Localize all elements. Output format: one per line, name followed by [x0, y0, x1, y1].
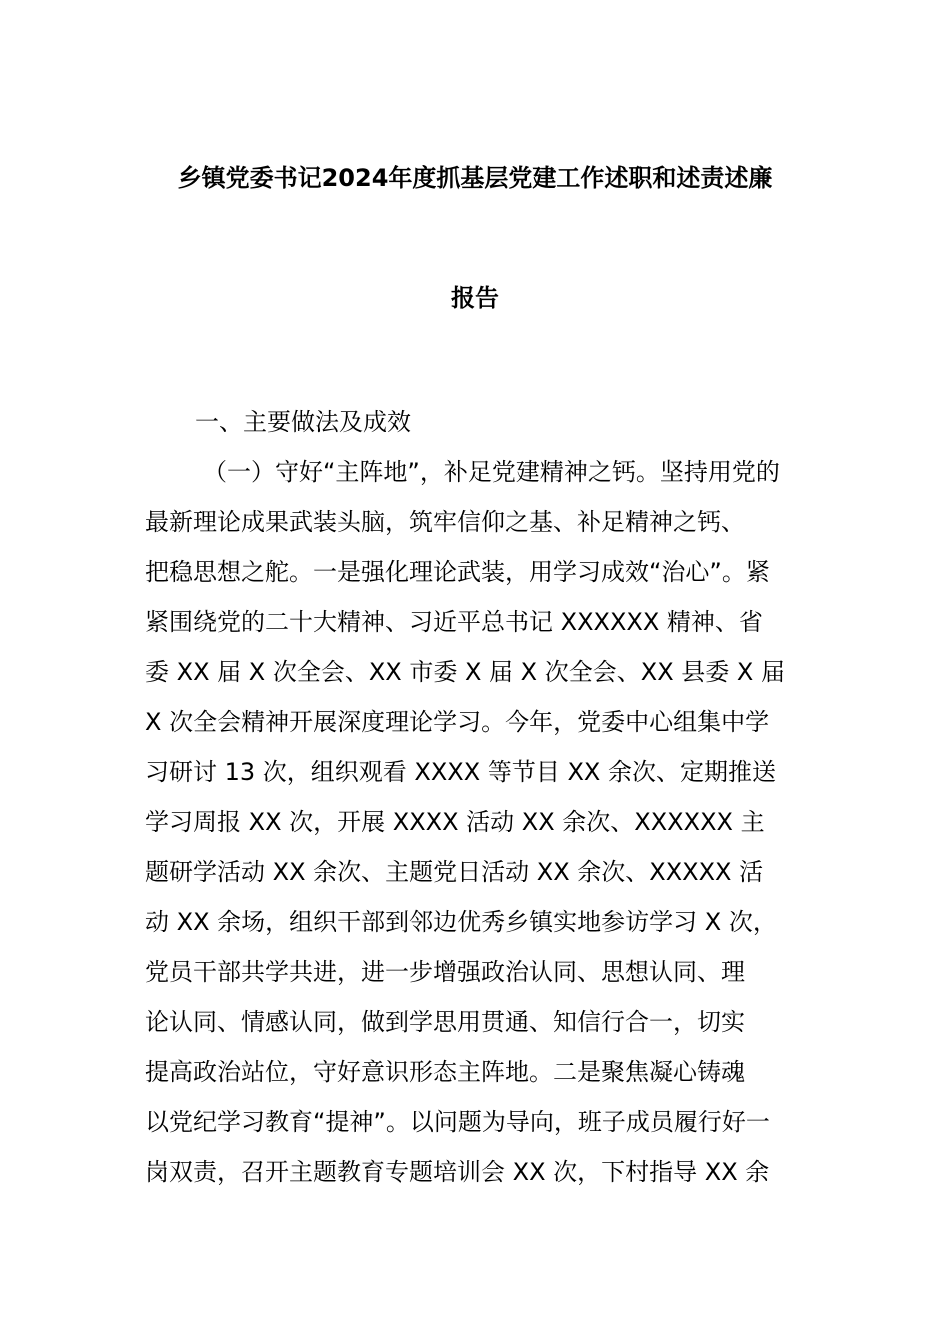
paragraph-line: 动 XX 余场，组织干部到邻边优秀乡镇实地参访学习 X 次，	[145, 908, 777, 936]
paragraph-line: 紧围绕党的二十大精神、习近平总书记 XXXXXX 精神、省	[145, 608, 763, 636]
paragraph-line: 把稳思想之舵。一是强化理论武装，用学习成效“治心”。紧	[145, 558, 770, 586]
paragraph-line: X 次全会精神开展深度理论学习。今年，党委中心组集中学	[145, 708, 770, 736]
paragraph-line: 提高政治站位，守好意识形态主阵地。二是聚焦凝心铸魂	[145, 1058, 745, 1086]
paragraph-line: （一）守好“主阵地”，补足党建精神之钙。坚持用党的	[203, 458, 780, 486]
paragraph-line: 论认同、情感认同，做到学思用贯通、知信行合一，切实	[145, 1008, 745, 1036]
paragraph-line: 岗双责，召开主题教育专题培训会 XX 次，下村指导 XX 余	[145, 1158, 770, 1186]
paragraph-line: 学习周报 XX 次，开展 XXXX 活动 XX 余次、XXXXXX 主	[145, 808, 765, 836]
paragraph-line: 最新理论成果武装头脑，筑牢信仰之基、补足精神之钙、	[145, 508, 745, 536]
paragraph-line: 题研学活动 XX 余次、主题党日活动 XX 余次、XXXXX 活	[145, 858, 764, 886]
body-paragraph	[145, 447, 815, 1197]
paragraph-line: 委 XX 届 X 次全会、XX 市委 X 届 X 次全会、XX 县委 X 届	[145, 658, 785, 686]
paragraph-line: 习研讨 13 次，组织观看 XXXX 等节目 XX 余次、定期推送	[145, 758, 776, 786]
document-title-line-1: 乡镇党委书记2024年度抓基层党建工作述职和述责述廉	[177, 164, 773, 192]
paragraph-line: 党员干部共学共进，进一步增强政治认同、思想认同、理	[145, 958, 745, 986]
paragraph-line: 以党纪学习教育“提神”。以问题为导向，班子成员履行好一	[145, 1108, 770, 1136]
section-heading: 一、主要做法及成效	[195, 408, 411, 436]
document-title-line-2: 报告	[451, 284, 499, 312]
